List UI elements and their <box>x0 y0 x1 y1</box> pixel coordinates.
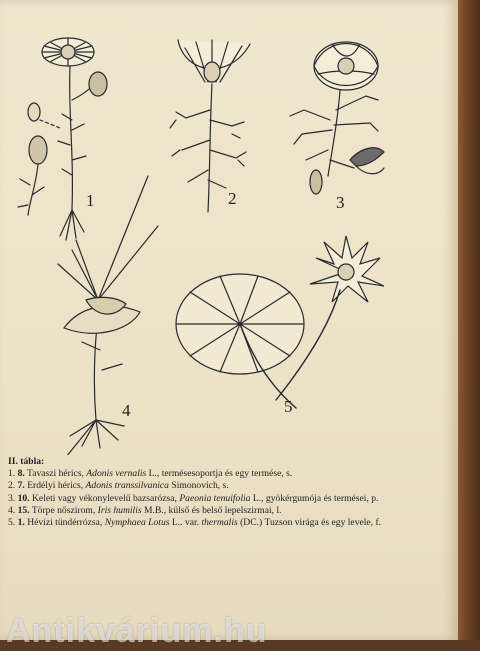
watermark-text: Antikvárium.hu <box>6 612 268 650</box>
caption-entry-4: 4. 15. Törpe nőszirom, Iris humilis M.B., külső és belső lepelszirmai, l. <box>8 504 282 516</box>
figure-number-4: 4 <box>122 401 131 420</box>
figure-number-5: 5 <box>284 397 293 416</box>
figure-number-1: 1 <box>86 191 95 210</box>
caption-entry-1: 1. 8. Tavaszi hérics, Adonis vernalis L., termésesoportja és egy termése, s. <box>8 468 293 480</box>
caption-title: II. tábla: <box>8 456 45 467</box>
plate-caption <box>8 456 448 529</box>
book-spine-edge <box>458 0 480 640</box>
plant-2-adonis-transsilvanica <box>170 40 250 212</box>
caption-entry-2: 2. 7. Erdélyi hérics, Adonis transsilvanica Simonovich, s. <box>8 480 229 492</box>
plant-3-paeonia-tenuifolia <box>290 42 384 194</box>
figure-number-2: 2 <box>228 189 237 208</box>
caption-entry-3: 3. 10. Keleti vagy vékonylevelű bazsarózsa, Paeonia tenuifolia L., gyökérgumója és termései, p. <box>8 492 379 504</box>
caption-entry-5: 5. 1. Hévízi tündérrózsa, Nymphaea Lotus L.. var. thermalis (DC.) Tuzson virága és egy levele, f. <box>8 517 382 529</box>
plant-5-nymphaea-lotus <box>176 236 384 408</box>
figure-number-3: 3 <box>336 193 345 212</box>
